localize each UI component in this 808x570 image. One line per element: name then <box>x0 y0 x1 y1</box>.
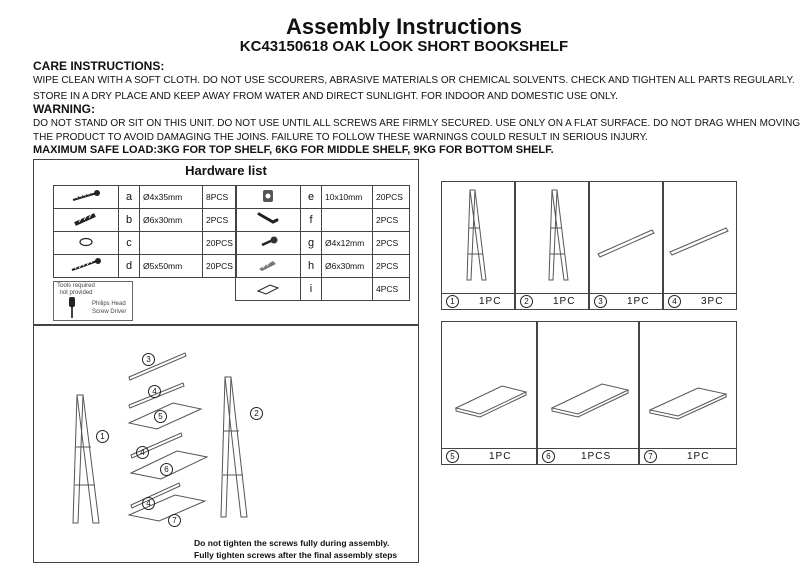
assembly-note-1: Do not tighten the screws fully during assembly. <box>194 538 390 548</box>
washer-icon <box>54 232 119 255</box>
side-frame-illustration <box>442 182 514 294</box>
exploded-label-4b: 4 <box>136 446 149 459</box>
cam-lock-icon <box>236 186 301 209</box>
part-cell-6: 6 1PCS <box>537 321 639 465</box>
tools-required-label: Tools required <box>57 283 95 289</box>
part-cell-1: 1 1PC <box>441 181 515 310</box>
tools-not-provided-label: not provided <box>59 290 93 296</box>
part-cell-2: 2 1PC <box>515 181 589 310</box>
short-screw-icon <box>236 232 301 255</box>
exploded-label-1: 1 <box>96 430 109 443</box>
hardware-row-a: a Ø4x35mm 8PCS <box>54 186 237 209</box>
shelf-board-illustration <box>538 322 638 448</box>
exploded-view-illustration <box>33 325 419 563</box>
hardware-row-d: d Ø5x50mm 20PCS <box>54 255 237 278</box>
part-cell-3: 3 1PC <box>589 181 663 310</box>
shelf-board-illustration <box>640 322 736 448</box>
care-heading: CARE INSTRUCTIONS: <box>33 59 165 73</box>
back-rail-illustration <box>664 182 736 294</box>
exploded-label-4c: 4 <box>142 497 155 510</box>
side-frame-illustration <box>516 182 588 294</box>
tool-name-line-2: Screw Driver <box>92 309 127 315</box>
hardware-row-i: i 4PCS <box>236 278 410 301</box>
long-screw-icon <box>54 255 119 278</box>
part-cell-4: 4 3PC <box>663 181 737 310</box>
care-line-2: STORE IN A DRY PLACE AND KEEP AWAY FROM WATER AND DIRECT SUNLIGHT. FOR INDOOR AND DOMESTIC USE ONLY. <box>33 91 618 102</box>
screwdriver-icon <box>66 297 78 319</box>
product-subtitle: KC43150618 OAK LOOK SHORT BOOKSHELF <box>239 38 569 55</box>
hardware-row-f: f 2PCS <box>236 209 410 232</box>
exploded-label-3: 3 <box>142 353 155 366</box>
max-load-text: MAXIMUM SAFE LOAD:3KG FOR TOP SHELF, 6KG FOR MIDDLE SHELF, 9KG FOR BOTTOM SHELF. <box>33 144 554 156</box>
warning-heading: WARNING: <box>33 102 95 116</box>
part-cell-5: 5 1PC <box>441 321 537 465</box>
shelf-pin-icon <box>236 278 301 301</box>
hardware-title: Hardware list <box>185 163 267 178</box>
exploded-label-7: 7 <box>168 514 181 527</box>
wood-screw-icon <box>54 186 119 209</box>
exploded-label-4a: 4 <box>148 385 161 398</box>
wall-plug-icon <box>236 255 301 278</box>
page-title: Assembly Instructions <box>286 14 522 39</box>
hardware-row-h: h Ø6x30mm 2PCS <box>236 255 410 278</box>
care-line-1: WIPE CLEAN WITH A SOFT CLOTH. DO NOT USE SCOURERS, ABRASIVE MATERIALS OR CHEMICAL SOLVENTS. CHECK AND TIGHTEN ALL PARTS REGULARLY. <box>33 75 795 86</box>
hardware-table-right <box>235 185 410 301</box>
hardware-row-e: e 10x10mm 20PCS <box>236 186 410 209</box>
exploded-label-6: 6 <box>160 463 173 476</box>
hardware-row-g: g Ø4x12mm 2PCS <box>236 232 410 255</box>
shelf-board-illustration <box>442 322 536 448</box>
tool-name-line-1: Philips Head <box>92 301 126 307</box>
hardware-row-c: c 20PCS <box>54 232 237 255</box>
parts-panel-bottom <box>441 321 737 465</box>
parts-panel-top <box>441 181 737 310</box>
back-rail-illustration <box>590 182 662 294</box>
tools-required-box <box>53 281 133 321</box>
hardware-row-b: b Ø6x30mm 2PCS <box>54 209 237 232</box>
warning-line-2: THE PRODUCT TO AVOID DAMAGING THE JOINS. FAILURE TO FOLLOW THESE WARNINGS COULD RESULT IN SERIOUS INJURY. <box>33 132 648 143</box>
part-cell-7: 7 1PC <box>639 321 737 465</box>
hardware-table-left <box>53 185 237 278</box>
allen-key-icon <box>236 209 301 232</box>
exploded-label-5: 5 <box>154 410 167 423</box>
assembly-note-2: Fully tighten screws after the final assembly steps <box>194 550 398 560</box>
exploded-label-2: 2 <box>250 407 263 420</box>
wooden-dowel-icon <box>54 209 119 232</box>
warning-line-1: DO NOT STAND OR SIT ON THIS UNIT. DO NOT USE UNTIL ALL SCREWS ARE FIRMLY SECURED. USE ONLY ON A FLAT SURFACE. DO NOT DRAG WHEN MOVING <box>33 118 801 129</box>
